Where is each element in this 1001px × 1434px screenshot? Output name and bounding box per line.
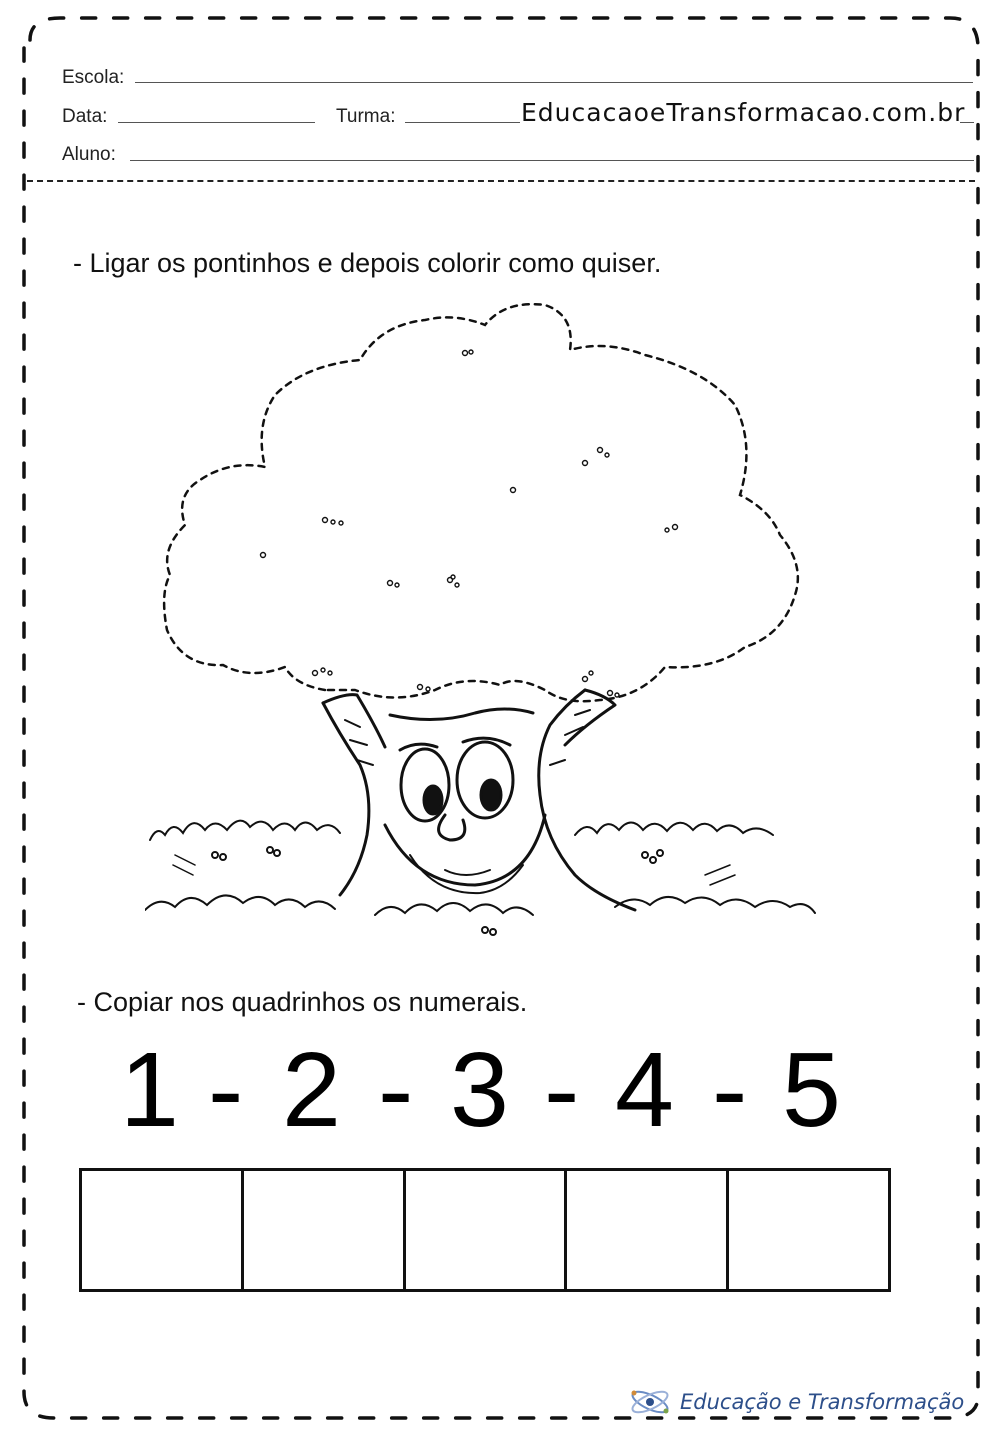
numeral-separator: - [208, 1031, 244, 1149]
school-field-line[interactable] [135, 82, 973, 83]
tree-illustration [145, 295, 825, 945]
numeral-separator: - [712, 1031, 748, 1149]
tree-trunk [323, 690, 635, 910]
class-field-line[interactable] [405, 122, 520, 123]
grass-bushes [145, 821, 815, 935]
date-label: Data: [62, 106, 108, 127]
answer-boxes [79, 1168, 891, 1292]
numeral-sequence [110, 1030, 880, 1150]
numeral-2: 2 [282, 1031, 341, 1149]
answer-box-2[interactable] [244, 1171, 406, 1289]
numeral-4: 4 [615, 1031, 674, 1149]
footer-brand-name: Educação e Transformação [680, 1390, 965, 1414]
school-label: Escola: [62, 67, 125, 88]
answer-box-5[interactable] [729, 1171, 888, 1289]
numeral-separator: - [378, 1031, 414, 1149]
answer-box-3[interactable] [406, 1171, 568, 1289]
canopy-dots [261, 350, 678, 697]
student-label: Aluno: [62, 144, 116, 165]
footer-logo [628, 1382, 964, 1422]
connect-dots-instruction: - Ligar os pontinhos e depois colorir como quiser. [73, 248, 662, 278]
class-field-line-end [960, 122, 974, 123]
class-label: Turma: [336, 106, 396, 127]
website-url: EducacaoeTransformacao.com.br [521, 98, 966, 127]
dotted-canopy-outline [164, 304, 798, 701]
answer-box-1[interactable] [82, 1171, 244, 1289]
numeral-separator: - [544, 1031, 580, 1149]
date-field-line[interactable] [118, 122, 315, 123]
copy-numerals-instruction: - Copiar nos quadrinhos os numerais. [77, 987, 528, 1017]
atom-logo-icon [628, 1384, 672, 1420]
student-field-line[interactable] [130, 160, 974, 161]
numeral-5: 5 [782, 1031, 841, 1149]
answer-box-4[interactable] [567, 1171, 729, 1289]
header-divider [27, 180, 975, 182]
numeral-3: 3 [450, 1031, 509, 1149]
numeral-1: 1 [120, 1031, 179, 1149]
